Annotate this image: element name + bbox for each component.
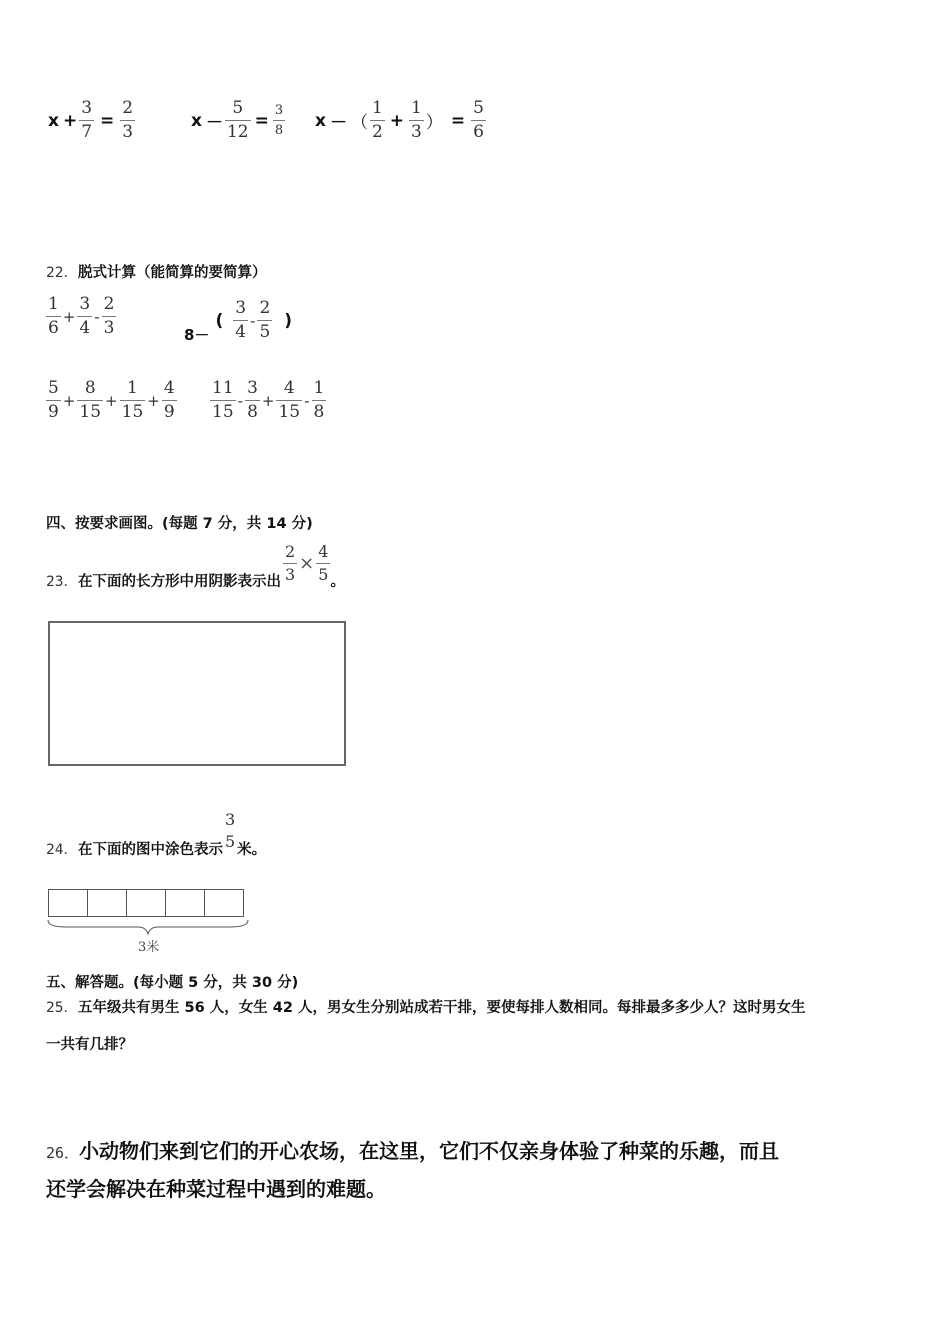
strip-cell[interactable] [87, 889, 126, 917]
fraction: $\frac{5}{12}$ [226, 98, 249, 142]
fraction: $\frac{3}{8}$ [274, 103, 284, 138]
equals: = [100, 110, 115, 131]
question-22-title: 22．脱式计算（能简算的要简算） [46, 265, 267, 281]
equation-3 [313, 100, 486, 141]
question-23: 23． 在下面的长方形中用阴影表示出 $\frac{2}{3}$ × $\frac{4}{5}$ 。 [46, 542, 345, 590]
strip-diagram[interactable] [48, 889, 244, 917]
question-24: 24． 在下面的图中涂色表示 3 5 米。 [46, 809, 267, 858]
equals: = [254, 110, 269, 131]
expression-22-1: $\frac{1}{6}$ + $\frac{3}{4}$ - $\frac{2}{3}$ [48, 294, 115, 338]
equation-1 [46, 100, 135, 141]
right-paren: ） [425, 113, 443, 133]
fraction: $\frac{1}{2}$ [371, 98, 383, 142]
fraction: $\frac{5}{6}$ [473, 98, 484, 142]
question-25-line2: 一共有几排？ [46, 1037, 133, 1053]
fraction: $\frac{2}{3}$ [122, 98, 134, 142]
expression-22-4: $\frac{11}{15}$ - $\frac{3}{8}$ + $\frac{4}{15}$ - $\frac{1}{8}$ [212, 378, 325, 422]
operator: + [62, 110, 78, 131]
fraction: $\frac{1}{3}$ [411, 98, 422, 142]
strip-cell[interactable] [165, 889, 204, 917]
equation-2 [189, 100, 285, 141]
strip-cell[interactable] [204, 889, 244, 917]
variable: x [48, 110, 59, 131]
strip-cell[interactable] [48, 889, 87, 917]
blank-rectangle[interactable] [48, 621, 346, 766]
operator: － [205, 113, 223, 133]
strip-label: 3米 [138, 940, 160, 955]
question-26-line2: 还学会解决在种菜过程中遇到的难题。 [46, 1177, 386, 1201]
left-paren: （ [350, 113, 368, 133]
brace-icon [46, 918, 250, 936]
fraction: $\frac{3}{7}$ [81, 98, 93, 142]
expression-22-2: 8－ ( $\frac{3}{4}$ - $\frac{2}{5}$ ) [184, 298, 293, 344]
section-5-title: 五、解答题。(每小题 5 分，共 30 分) [46, 975, 299, 991]
variable: x [191, 110, 202, 131]
question-25: 25．五年级共有男生 56 人，女生 42 人，男女生分别站成若干排，要使每排人数相同。每排最多多少人？这时男女生 [46, 1000, 806, 1016]
operator: + [389, 110, 405, 131]
question-26: 26．小动物们来到它们的开心农场，在这里，它们不仅亲身体验了种菜的乐趣，而且 [46, 1139, 780, 1163]
section-4-title: 四、按要求画图。(每题 7 分，共 14 分) [46, 516, 313, 532]
strip-cell[interactable] [126, 889, 165, 917]
expression-22-3: $\frac{5}{9}$ + $\frac{8}{15}$ + $\frac{1}{15}$ + $\frac{4}{9}$ [48, 378, 175, 422]
operator: － [329, 113, 347, 133]
equals: = [450, 110, 466, 131]
variable: x [315, 110, 326, 131]
